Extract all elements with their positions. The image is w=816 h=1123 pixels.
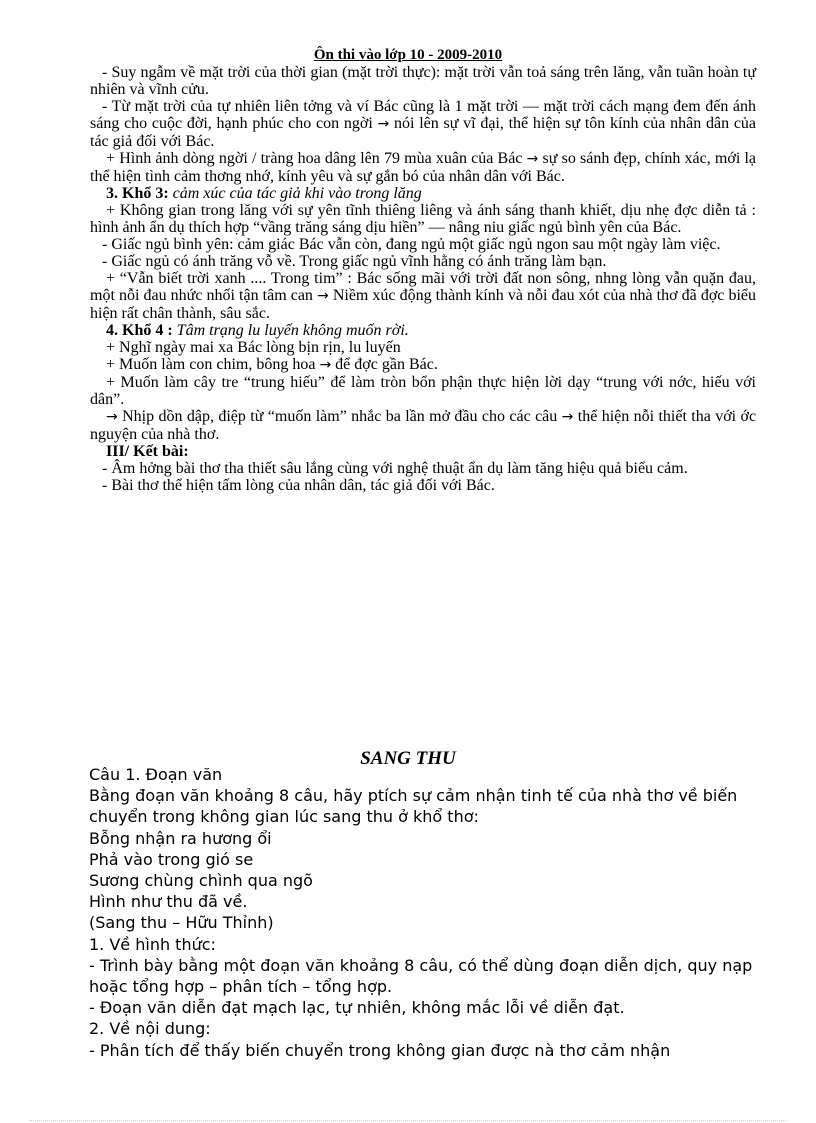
paragraph: → Nhịp dồn dập, điệp từ “muốn làm” nhắc ba lần mở đầu cho các câu → thể hiện nỗi thiết tha với ớc nguyện của nhà thơ. <box>90 408 757 443</box>
section-lang-bac <box>90 64 756 494</box>
paragraph: + Không gian trong lăng với sự yên tĩnh thiêng liêng và ánh sáng thanh khiết, dịu nhẹ đợc diễn tả : hình ảnh ẩn dụ thích hợp “vầng trăng sáng dịu hiền” — nâng niu giấc ngủ bình yên của Bác. <box>90 202 756 236</box>
paragraph: + Hình ảnh dòng ngời / tràng hoa dâng lên 79 mùa xuân của Bác → sự so sánh đẹp, chính xác, mới lạ thể hiện tình cảm thơng nhớ, kính yêu và sự gắn bó của nhân dân với Bác. <box>90 150 757 185</box>
paragraph: - Suy ngẫm về mặt trời của thời gian (mặt trời thực): mặt trời vẫn toả sáng trên lăng, vẫn tuần hoàn tự nhiên và vĩnh cửu. <box>90 64 756 98</box>
arrow-icon: → <box>561 409 574 425</box>
arrow-icon: → <box>317 288 329 304</box>
arrow-icon: → <box>106 409 118 425</box>
arrow-icon: → <box>319 357 332 373</box>
line: - Phân tích để thấy biến chuyển trong không gian được nà thơ cảm nhận <box>89 1040 671 1060</box>
arrow-icon: → <box>377 116 390 132</box>
line: Bằng đoạn văn khoảng 8 câu, hãy ptích sự cảm nhận tinh tế của nhà thơ về biến chuyển trong không gian lúc sang thu ở khổ thơ: <box>89 786 738 827</box>
heading-kho-3: 3. Khổ 3: cảm xúc của tác giả khi vào trong lăng <box>106 185 422 202</box>
page-bottom-divider <box>30 1120 786 1121</box>
paragraph: + “Vẫn biết trời xanh .... Trong tim” : Bác sống mãi với trời đất non sông, nhng lòng vẫn quặn đau, một nỗi đau nhức nhối tận tâm can → Niềm xúc động thành kính và nỗi đau xót của nhà thơ đã đợc biểu hiện rất chân thành, sâu sắc. <box>90 270 757 322</box>
heading-ket-bai: III/ Kết bài: <box>106 443 189 460</box>
line: 1. Về hình thức: <box>89 934 216 954</box>
paragraph: - Bài thơ thể hiện tấm lòng của nhân dân, tác giả đối với Bác. <box>102 477 495 494</box>
line: Câu 1. Đoạn văn <box>89 765 223 784</box>
line: - Trình bày bằng một đoạn văn khoảng 8 câu, có thể dùng đoạn diễn dịch, quy nạp hoặc tổng hợp – phân tích – tổng hợp. <box>89 955 753 997</box>
paragraph: - Giấc ngủ bình yên: cảm giác Bác vẫn còn, đang ngủ một giấc ngủ ngon sau một ngày làm việc. <box>102 236 721 253</box>
poem-line: Sương chùng chình qua ngõ <box>89 871 313 891</box>
paragraph: + Muốn làm con chim, bông hoa → để đợc gần Bác. <box>106 356 438 373</box>
section-sang-thu <box>89 764 759 1061</box>
heading-kho-4: 4. Khổ 4 : Tâm trạng lu luyến không muốn rời. <box>106 322 409 339</box>
paragraph: - Giấc ngủ có ánh trăng vỗ về. Trong giấc ngủ vĩnh hằng có ánh trăng làm bạn. <box>102 253 607 270</box>
arrow-icon: → <box>526 151 539 167</box>
poem-line: Hình như thu đã về. <box>89 892 248 912</box>
line: - Đoạn văn diễn đạt mạch lạc, tự nhiên, không mắc lỗi về diễn đạt. <box>89 998 625 1018</box>
paragraph: - Âm hởng bài thơ tha thiết sâu lắng cùng với nghệ thuật ẩn dụ làm tăng hiệu quả biểu cảm. <box>102 460 688 477</box>
page-header: Ôn thi vào lớp 10 - 2009-2010 <box>313 47 503 63</box>
poem-line: Bỗng nhận ra hương ổi <box>89 828 272 848</box>
paragraph: + Muốn làm cây tre “trung hiếu” để làm tròn bổn phận thực hiện lời dạy “trung với nớc, hiếu với dân”. <box>90 374 756 408</box>
poem-line: Phả vào trong gió se <box>89 849 254 869</box>
paragraph: + Nghĩ ngày mai xa Bác lòng bịn rịn, lu luyến <box>106 339 401 356</box>
paragraph: - Từ mặt trời của tự nhiên liên tởng và ví Bác cũng là 1 mặt trời — mặt trời cách mạng đem đến ánh sáng cho cuộc đời, hạnh phúc cho con ngời → nói lên sự vĩ đại, thể hiện sự tôn kính của nhân dân của tác giả đối với Bác. <box>90 98 757 150</box>
line: 2. Về nội dung: <box>89 1019 211 1039</box>
poem-source: (Sang thu – Hữu Thỉnh) <box>89 913 274 933</box>
section-title-sang-thu: SANG THU <box>360 748 456 769</box>
